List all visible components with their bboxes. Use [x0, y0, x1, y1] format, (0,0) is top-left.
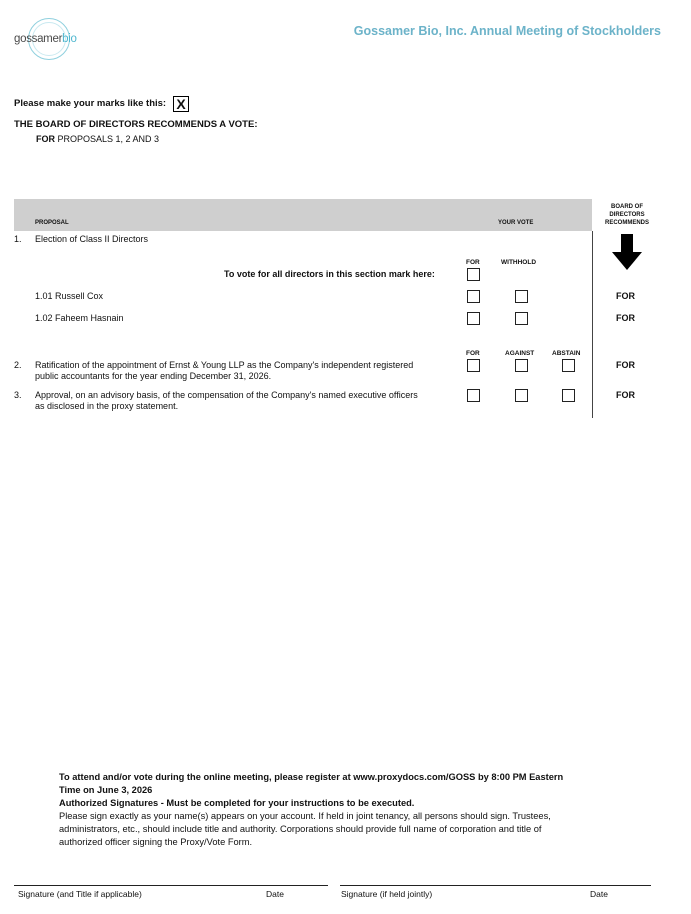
- vote-all-directors-label: To vote for all directors in this section mark here:: [224, 269, 435, 279]
- signature-line-1[interactable]: [14, 885, 328, 886]
- nominee-2-withhold-checkbox[interactable]: [515, 312, 528, 325]
- sign-instruction-1: Please sign exactly as your name(s) appears on your account. If held in joint tenancy, all persons should sign. Trustees,: [59, 811, 551, 821]
- against-column-label: AGAINST: [505, 350, 535, 357]
- mark-example-checkbox: X: [173, 96, 189, 112]
- proposal-3-for-checkbox[interactable]: [467, 389, 480, 402]
- nominee-1-label: 1.01 Russell Cox: [35, 291, 104, 301]
- proposal-2-number: 2.: [14, 360, 22, 370]
- marks-instruction: Please make your marks like this:: [14, 98, 167, 109]
- date-1-label: Date: [266, 889, 284, 899]
- proposal-column-header: PROPOSAL: [35, 220, 69, 226]
- your-vote-column-header: YOUR VOTE: [498, 220, 534, 226]
- recommendation-summary: FOR PROPOSALS 1, 2 AND 3: [36, 134, 160, 144]
- proposal-3-abstain-checkbox[interactable]: [562, 389, 575, 402]
- authorized-signatures-heading: Authorized Signatures - Must be completed for your instructions to be executed.: [59, 798, 415, 808]
- board-recommendation-heading: THE BOARD OF DIRECTORS RECOMMENDS A VOTE:: [14, 119, 258, 130]
- sign-instruction-3: authorized officer signing the Proxy/Vote Form.: [59, 837, 253, 847]
- column-divider: [592, 231, 593, 418]
- nominee-2-for-checkbox[interactable]: [467, 312, 480, 325]
- footer-instructions: [59, 771, 639, 849]
- board-recommends-column-header: BOARD OF DIRECTORS RECOMMENDS: [604, 204, 649, 226]
- signature-1-label: Signature (and Title if applicable): [18, 889, 142, 899]
- proposal-2-for-checkbox[interactable]: [467, 359, 480, 372]
- abstain-column-label: ABSTAIN: [552, 350, 581, 357]
- down-arrow-icon: [612, 234, 642, 270]
- attend-line-2: Time on June 3, 2026: [59, 785, 153, 795]
- signature-line-2[interactable]: [340, 885, 651, 886]
- nominee-1-recommendation: FOR: [616, 291, 635, 301]
- proposal-3-text: Approval, on an advisory basis, of the compensation of the Company's named executive officers as disclosed in the proxy statement.: [35, 390, 418, 411]
- meeting-title: Gossamer Bio, Inc. Annual Meeting of Stockholders: [353, 24, 661, 38]
- sign-instruction-2: administrators, etc., should include title and authority. Corporations should provide full name of corporation and title of: [59, 824, 542, 834]
- proposal-2-recommendation: FOR: [616, 360, 635, 370]
- proposal-2-abstain-checkbox[interactable]: [562, 359, 575, 372]
- company-logo: [14, 18, 94, 62]
- attend-line-1: To attend and/or vote during the online meeting, please register at www.proxydocs.com/GOSS by 8:00 PM Eastern: [59, 772, 564, 782]
- for-column-label-2: FOR: [466, 350, 480, 357]
- date-2-label: Date: [590, 889, 608, 899]
- nominee-2-recommendation: FOR: [616, 313, 635, 323]
- signature-2-label: Signature (if held jointly): [341, 889, 433, 899]
- nominee-2-label: 1.02 Faheem Hasnain: [35, 313, 124, 323]
- proposal-1-number: 1.: [14, 234, 22, 244]
- proposal-2-text: Ratification of the appointment of Ernst & Young LLP as the Company's independent registered public accountants for the year ending December 31, 2026.: [35, 360, 414, 381]
- proposal-3-recommendation: FOR: [616, 390, 635, 400]
- logo-text: gossamerbio: [14, 33, 77, 45]
- proposal-3-number: 3.: [14, 390, 22, 400]
- nominee-1-withhold-checkbox[interactable]: [515, 290, 528, 303]
- for-column-label: FOR: [466, 259, 480, 266]
- vote-all-directors-checkbox[interactable]: [467, 268, 480, 281]
- table-header-bar: [14, 199, 592, 231]
- proposal-2-against-checkbox[interactable]: [515, 359, 528, 372]
- proposal-3-against-checkbox[interactable]: [515, 389, 528, 402]
- nominee-1-for-checkbox[interactable]: [467, 290, 480, 303]
- proposal-1-title: Election of Class II Directors: [35, 234, 149, 244]
- withhold-column-label: WITHHOLD: [501, 259, 537, 266]
